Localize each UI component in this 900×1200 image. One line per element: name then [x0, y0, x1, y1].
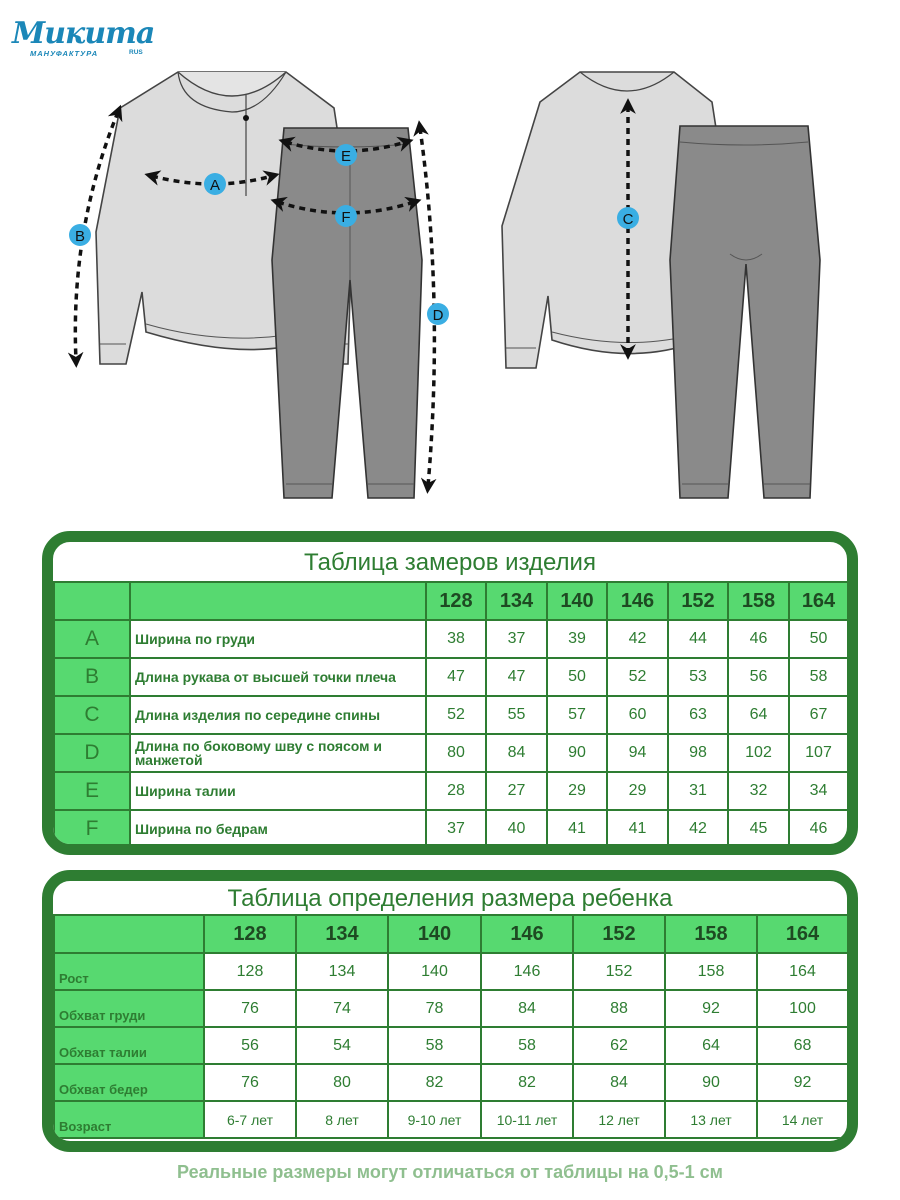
child-size-value: 128	[204, 953, 296, 990]
measurement-value: 52	[607, 658, 668, 696]
measurement-value: 42	[668, 810, 728, 848]
measurement-label: Длина рукава от высшей точки плеча	[130, 658, 426, 696]
measurement-value: 42	[607, 620, 668, 658]
measurements-title: Таблица замеров изделия	[304, 549, 596, 576]
back-leggings	[670, 126, 820, 498]
marker-c	[617, 207, 639, 229]
marker-b	[69, 224, 91, 246]
child-size-value: 13 лет	[665, 1101, 757, 1138]
child-size-header-row	[54, 915, 848, 953]
child-size-value: 9-10 лет	[388, 1101, 481, 1138]
child-size-label: Обхват талии	[54, 1027, 204, 1064]
child-size-value: 54	[296, 1027, 388, 1064]
measurement-row	[54, 810, 848, 848]
child-size-row	[54, 1027, 848, 1064]
measurements-panel	[42, 531, 858, 855]
child-size-value: 158	[665, 953, 757, 990]
measurement-value: 90	[547, 734, 607, 772]
measurement-label: Ширина по бедрам	[130, 810, 426, 848]
measurement-value: 94	[607, 734, 668, 772]
measurement-value: 45	[728, 810, 789, 848]
child-size-value: 152	[573, 953, 665, 990]
child-size-value: 8 лет	[296, 1101, 388, 1138]
measurement-value: 47	[486, 658, 547, 696]
measurement-value: 102	[728, 734, 789, 772]
measurement-label: Длина по боковому шву с поясом и манжетой	[130, 734, 426, 772]
measurement-value: 50	[789, 620, 848, 658]
child-size-table	[53, 914, 849, 1139]
measurement-letter: E	[54, 772, 130, 810]
size-header: 164	[757, 915, 848, 953]
child-size-value: 76	[204, 1064, 296, 1101]
measurement-value: 31	[668, 772, 728, 810]
logo-wordmark: Микита	[12, 16, 155, 51]
child-size-row	[54, 1064, 848, 1101]
measurement-value: 38	[426, 620, 486, 658]
measurement-value: 32	[728, 772, 789, 810]
measurement-row	[54, 658, 848, 696]
marker-e	[335, 144, 357, 166]
child-size-value: 74	[296, 990, 388, 1027]
svg-text:A: A	[209, 177, 221, 194]
measurement-row	[54, 772, 848, 810]
measurement-row	[54, 734, 848, 772]
measurement-value: 29	[547, 772, 607, 810]
child-size-value: 62	[573, 1027, 665, 1064]
child-size-label: Обхват бедер	[54, 1064, 204, 1101]
front-leggings	[272, 128, 422, 498]
measurement-value: 40	[486, 810, 547, 848]
child-size-row	[54, 1101, 848, 1138]
child-size-value: 14 лет	[757, 1101, 848, 1138]
child-size-label: Рост	[54, 953, 204, 990]
measurements-table	[53, 581, 849, 849]
child-size-value: 134	[296, 953, 388, 990]
child-size-value: 140	[388, 953, 481, 990]
measurement-value: 60	[607, 696, 668, 734]
child-size-value: 82	[481, 1064, 573, 1101]
child-size-value: 84	[573, 1064, 665, 1101]
child-size-value: 100	[757, 990, 848, 1027]
logo-suffix: RUS	[129, 49, 143, 56]
child-size-row	[54, 953, 848, 990]
child-size-value: 146	[481, 953, 573, 990]
marker-a	[204, 173, 226, 195]
measurement-row	[54, 696, 848, 734]
size-header: 146	[481, 915, 573, 953]
child-size-label: Возраст	[54, 1101, 204, 1138]
marker-d	[427, 303, 449, 325]
measurement-value: 98	[668, 734, 728, 772]
child-size-value: 90	[665, 1064, 757, 1101]
child-size-value: 88	[573, 990, 665, 1027]
measurement-letter: A	[54, 620, 130, 658]
measurement-value: 84	[486, 734, 547, 772]
measurements-header-row	[54, 582, 848, 620]
svg-text:F: F	[341, 209, 351, 226]
logo-subtitle: МАНУФАКТУРА	[30, 49, 99, 58]
measurement-value: 64	[728, 696, 789, 734]
measurement-value: 34	[789, 772, 848, 810]
measurement-value: 37	[426, 810, 486, 848]
measurement-value: 47	[426, 658, 486, 696]
child-size-value: 58	[481, 1027, 573, 1064]
child-size-title: Таблица определения размера ребенка	[227, 885, 673, 912]
measurement-label: Длина изделия по середине спины	[130, 696, 426, 734]
measurement-value: 57	[547, 696, 607, 734]
measurement-value: 39	[547, 620, 607, 658]
size-header: 140	[388, 915, 481, 953]
child-size-value: 78	[388, 990, 481, 1027]
size-header: 128	[426, 582, 486, 620]
measurement-value: 107	[789, 734, 848, 772]
child-size-value: 84	[481, 990, 573, 1027]
size-header: 152	[668, 582, 728, 620]
measurement-label: Ширина по груди	[130, 620, 426, 658]
child-size-value: 82	[388, 1064, 481, 1101]
measurement-value: 29	[607, 772, 668, 810]
child-size-value: 80	[296, 1064, 388, 1101]
size-header: 128	[204, 915, 296, 953]
child-size-value: 6-7 лет	[204, 1101, 296, 1138]
svg-text:B: B	[74, 228, 86, 245]
header-empty	[54, 915, 204, 953]
size-header: 158	[728, 582, 789, 620]
size-header: 158	[665, 915, 757, 953]
measurement-value: 67	[789, 696, 848, 734]
measurement-letter: F	[54, 810, 130, 848]
child-size-row	[54, 990, 848, 1027]
measurement-value: 58	[789, 658, 848, 696]
header-empty	[54, 582, 130, 620]
size-header: 152	[573, 915, 665, 953]
svg-text:C: C	[622, 211, 634, 228]
measurement-value: 52	[426, 696, 486, 734]
marker-f	[335, 205, 357, 227]
child-size-panel	[42, 870, 858, 1152]
measurement-letter: C	[54, 696, 130, 734]
child-size-value: 64	[665, 1027, 757, 1064]
measurement-value: 37	[486, 620, 547, 658]
child-size-value: 76	[204, 990, 296, 1027]
measurement-letter: D	[54, 734, 130, 772]
child-size-value: 12 лет	[573, 1101, 665, 1138]
size-header: 164	[789, 582, 848, 620]
measurement-value: 46	[728, 620, 789, 658]
measurement-value: 27	[486, 772, 547, 810]
child-size-value: 164	[757, 953, 848, 990]
measurement-row	[54, 620, 848, 658]
svg-text:E: E	[340, 148, 352, 165]
size-header: 140	[547, 582, 607, 620]
child-size-label: Обхват груди	[54, 990, 204, 1027]
size-header: 134	[296, 915, 388, 953]
measurement-value: 28	[426, 772, 486, 810]
measurement-value: 41	[607, 810, 668, 848]
measurement-value: 55	[486, 696, 547, 734]
child-size-value: 10-11 лет	[481, 1101, 573, 1138]
measurement-value: 50	[547, 658, 607, 696]
child-size-value: 68	[757, 1027, 848, 1064]
measurement-value: 80	[426, 734, 486, 772]
header-empty	[130, 582, 426, 620]
svg-text:D: D	[432, 307, 444, 324]
measurement-value: 44	[668, 620, 728, 658]
disclaimer-note: Реальные размеры могут отличаться от таблицы на 0,5-1 см	[177, 1162, 723, 1182]
measurement-letter: B	[54, 658, 130, 696]
child-size-value: 56	[204, 1027, 296, 1064]
measurement-value: 53	[668, 658, 728, 696]
child-size-value: 58	[388, 1027, 481, 1064]
child-size-value: 92	[757, 1064, 848, 1101]
child-size-value: 92	[665, 990, 757, 1027]
brand-logo	[12, 16, 155, 62]
measurement-value: 41	[547, 810, 607, 848]
measurement-value: 46	[789, 810, 848, 848]
garment-measurement-diagram	[0, 60, 900, 520]
size-header: 134	[486, 582, 547, 620]
measurement-label: Ширина талии	[130, 772, 426, 810]
measurement-value: 63	[668, 696, 728, 734]
measurement-value: 56	[728, 658, 789, 696]
size-header: 146	[607, 582, 668, 620]
